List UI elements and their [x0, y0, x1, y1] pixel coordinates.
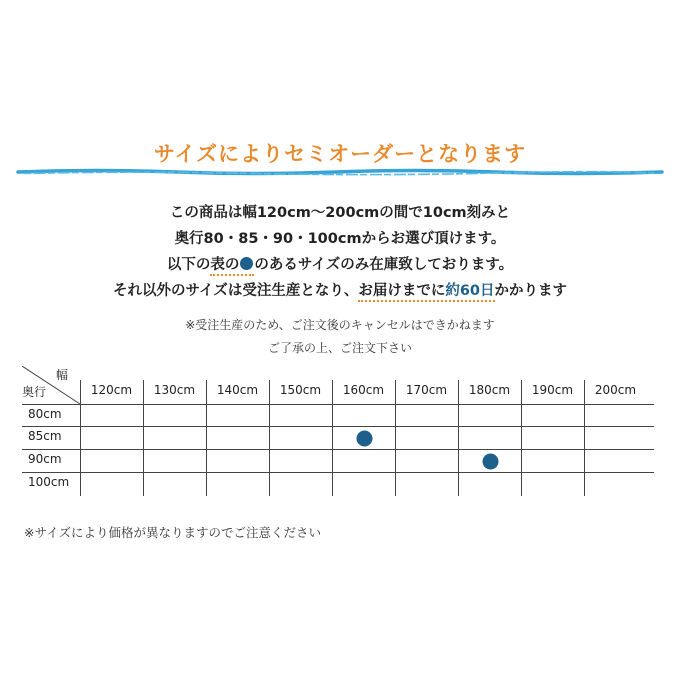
intro-text: [0, 200, 680, 304]
stock-dot-icon: [240, 257, 253, 270]
width-header-160cm: 160cm: [342, 383, 385, 397]
width-header-200cm: 200cm: [594, 383, 637, 397]
intro-line-3-underlined: [210, 257, 254, 276]
intro-line-3-rest: のあるサイズのみ在庫致しております。: [254, 257, 514, 273]
width-header-140cm: 140cm: [216, 383, 259, 397]
width-header-170cm: 170cm: [405, 383, 448, 397]
intro-line-4-prefix: それ以外のサイズは受注生産となり、: [112, 283, 359, 299]
intro-line-3: [0, 252, 680, 278]
depth-label-85cm: 85cm: [28, 429, 62, 443]
page-title: サイズによりセミオーダーとなります: [153, 142, 527, 166]
intro-line-4: [0, 278, 680, 304]
note-line-2: ご了承の上、ご注文下さい: [267, 341, 412, 355]
delivery-days: 約60日: [445, 283, 495, 299]
intro-line-4-underlined: [358, 283, 494, 302]
depth-label-90cm: 90cm: [28, 452, 62, 466]
corner-width-label: 幅: [56, 368, 69, 382]
corner-depth-label: 奥行: [22, 385, 47, 399]
price-note: ※サイズにより価格が異なりますのでご注意ください: [24, 525, 321, 540]
brush-underline: [16, 168, 664, 176]
delivery-phrase: お届けまでに: [358, 283, 446, 299]
depth-label-100cm: 100cm: [28, 475, 70, 489]
note-line-1: ※受注生産のため、ご注文後のキャンセルはできかねます: [185, 318, 495, 332]
width-header-120cm: 120cm: [90, 383, 133, 397]
width-header-130cm: 130cm: [153, 383, 196, 397]
table-word: 表の: [210, 257, 240, 273]
width-header-150cm: 150cm: [279, 383, 322, 397]
intro-line-3-prefix: 以下の: [166, 257, 211, 273]
width-header-180cm: 180cm: [468, 383, 511, 397]
in-stock-dot: [483, 454, 499, 470]
intro-line-2: 奥行80・85・90・100cmからお選び頂けます。: [174, 231, 506, 247]
in-stock-dot: [357, 431, 373, 447]
intro-line-4-suffix: かかります: [494, 283, 568, 299]
depth-label-80cm: 80cm: [28, 407, 62, 421]
intro-line-1: この商品は幅120cm～200cmの間で10cm刻みと: [169, 205, 511, 221]
order-notes: [0, 314, 680, 360]
width-header-190cm: 190cm: [531, 383, 574, 397]
size-table: [22, 366, 654, 496]
